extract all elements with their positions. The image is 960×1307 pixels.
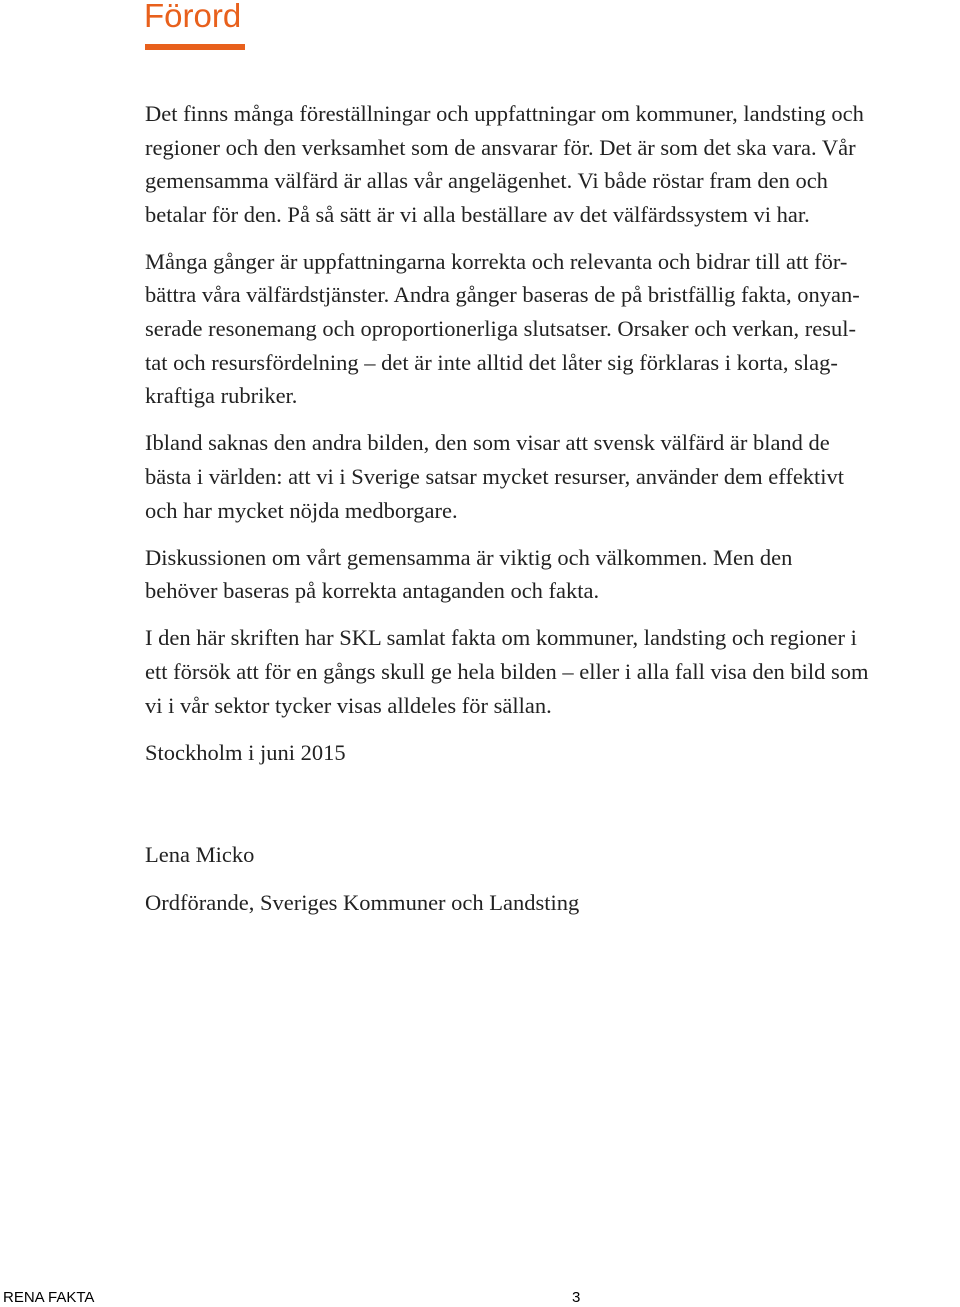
text-line: behöver baseras på korrekta antaganden och fakta. bbox=[145, 578, 600, 604]
text-line: gemensamma välfärd är allas vår angelägenhet. Vi både röstar fram den och bbox=[145, 168, 828, 194]
text-line: Många gånger är uppfattningarna korrekta och relevanta och bidrar till att för- bbox=[145, 248, 848, 274]
paragraph-3 bbox=[145, 426, 960, 527]
date-line: Stockholm i juni 2015 bbox=[145, 739, 346, 765]
text-line: vi i vår sektor tycker visas alldeles för sällan. bbox=[145, 692, 552, 718]
text-line: regioner och den verksamhet som de ansvarar för. Det är som det ska vara. Vår bbox=[145, 134, 856, 160]
paragraph-5 bbox=[145, 621, 960, 722]
text-line: Diskussionen om vårt gemensamma är viktig och välkommen. Men den bbox=[145, 544, 793, 570]
text-line: serade resonemang och oproportionerliga slutsatser. Orsaker och verkan, resul- bbox=[145, 316, 857, 342]
text-line: kraftiga rubriker. bbox=[145, 383, 298, 409]
paragraph-4 bbox=[145, 541, 960, 608]
text-line: tat och resursfördelning – det är inte alltid det låter sig förklaras i korta, slag- bbox=[145, 349, 838, 375]
signature-role: Ordförande, Sveriges Kommuner och Landsting bbox=[145, 890, 580, 915]
page-number: 3 bbox=[572, 1289, 581, 1306]
title-underline bbox=[145, 44, 245, 50]
signature-name: Lena Micko bbox=[145, 842, 255, 867]
text-line: bättra våra välfärdstjänster. Andra gånger baseras de på bristfällig fakta, onyan- bbox=[145, 282, 860, 308]
paragraph-1 bbox=[145, 97, 960, 231]
text-line: Ibland saknas den andra bilden, den som visar att svensk välfärd är bland de bbox=[145, 430, 830, 456]
page-title: Förord bbox=[144, 0, 242, 34]
foreword-body bbox=[145, 97, 960, 783]
text-line: I den här skriften har SKL samlat fakta om kommuner, landsting och regioner i bbox=[145, 625, 857, 651]
text-line: och har mycket nöjda medborgare. bbox=[145, 497, 458, 523]
text-line: ett försök att för en gångs skull ge hela bilden – eller i alla fall visa den bild som bbox=[145, 658, 869, 684]
text-line: Det finns många föreställningar och uppfattningar om kommuner, landsting och bbox=[145, 101, 864, 126]
paragraph-2 bbox=[145, 245, 960, 413]
text-line: bästa i världen: att vi i Sverige satsar mycket resurser, använder dem effektivt bbox=[145, 463, 845, 489]
text-line: betalar för den. På så sätt är vi alla beställare av det välfärdssystem vi har. bbox=[145, 201, 810, 227]
footer-publication: RENA FAKTA bbox=[3, 1289, 95, 1306]
